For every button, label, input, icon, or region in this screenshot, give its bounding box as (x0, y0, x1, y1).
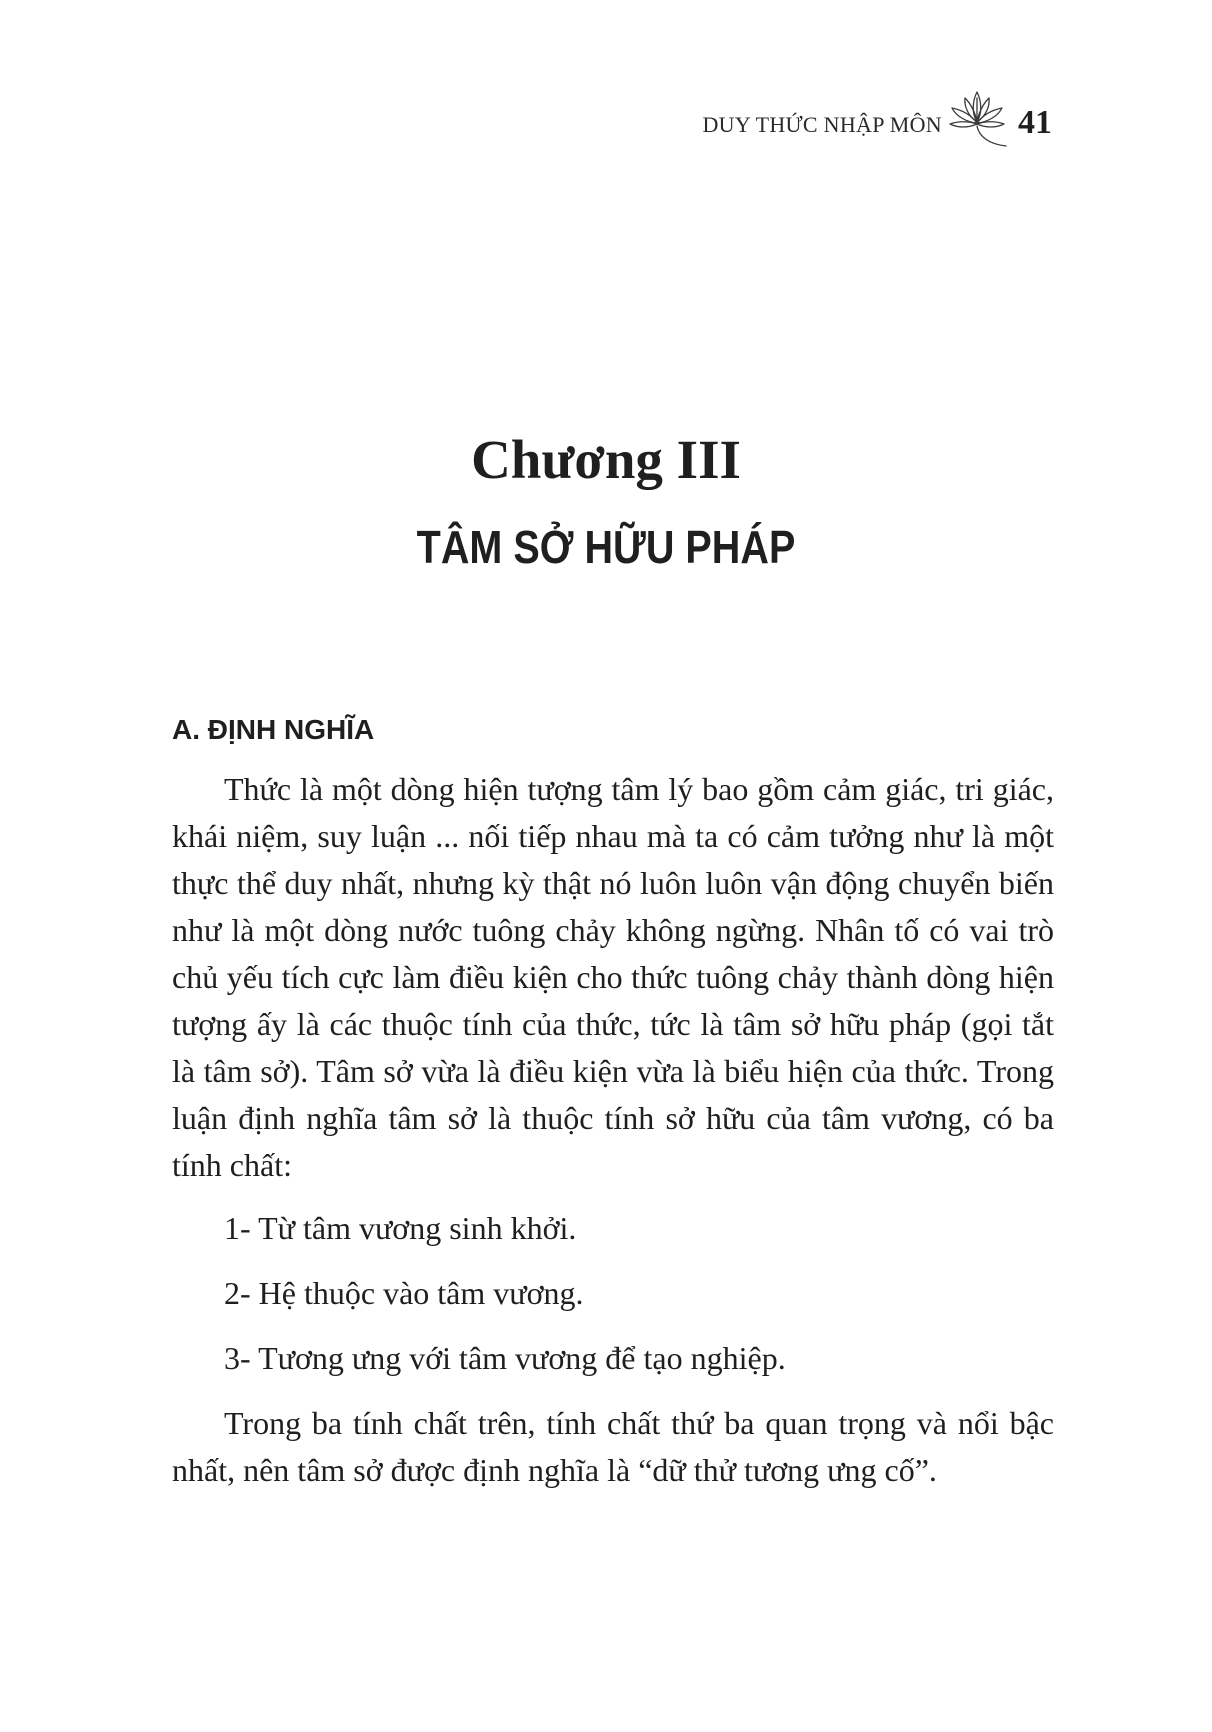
running-header (702, 92, 1052, 152)
list-item: 3- Tương ưng với tâm vương để tạo nghiệp. (224, 1340, 786, 1376)
chapter-label: Chương III (471, 429, 741, 490)
page-number: 41 (1018, 104, 1052, 141)
list-item: 1- Từ tâm vương sinh khởi. (224, 1210, 577, 1246)
chapter-heading (0, 428, 1212, 574)
section-heading: A. ĐỊNH NGHĨA (172, 714, 375, 745)
conclusion-paragraph: Trong ba tính chất trên, tính chất thứ ba quan trọng và nổi bậc nhất, nên tâm sở được định nghĩa là “dữ thử tương ưng cố”. (172, 1405, 1054, 1488)
chapter-title: TÂM SỞ HỮU PHÁP (416, 521, 796, 573)
chapter-body (172, 710, 1054, 1494)
lotus-flower-icon (946, 86, 1008, 152)
list-item: 2- Hệ thuộc vào tâm vương. (224, 1275, 584, 1311)
running-title: DUY THỨC NHẬP MÔN (702, 112, 942, 137)
definition-paragraph: Thức là một dòng hiện tượng tâm lý bao gồm cảm giác, tri giác, khái niệm, suy luận ... nối tiếp nhau mà ta có cảm tưởng như là một thực thể duy nhất, nhưng kỳ thật nó luôn luôn vận động chuyển biến như là một dòng nước tuông chảy không ngừng. Nhân tố có vai trò chủ yếu tích cực làm điều kiện cho thức tuông chảy thành dòng hiện tượng ấy là các thuộc tính của thức, tức là tâm sở hữu pháp (gọi tắt là tâm sở). Tâm sở vừa là điều kiện vừa là biểu hiện của thức. Trong luận định nghĩa tâm sở là thuộc tính sở hữu của tâm vương, có ba tính chất: (172, 771, 1054, 1183)
properties-list (172, 1205, 1054, 1382)
